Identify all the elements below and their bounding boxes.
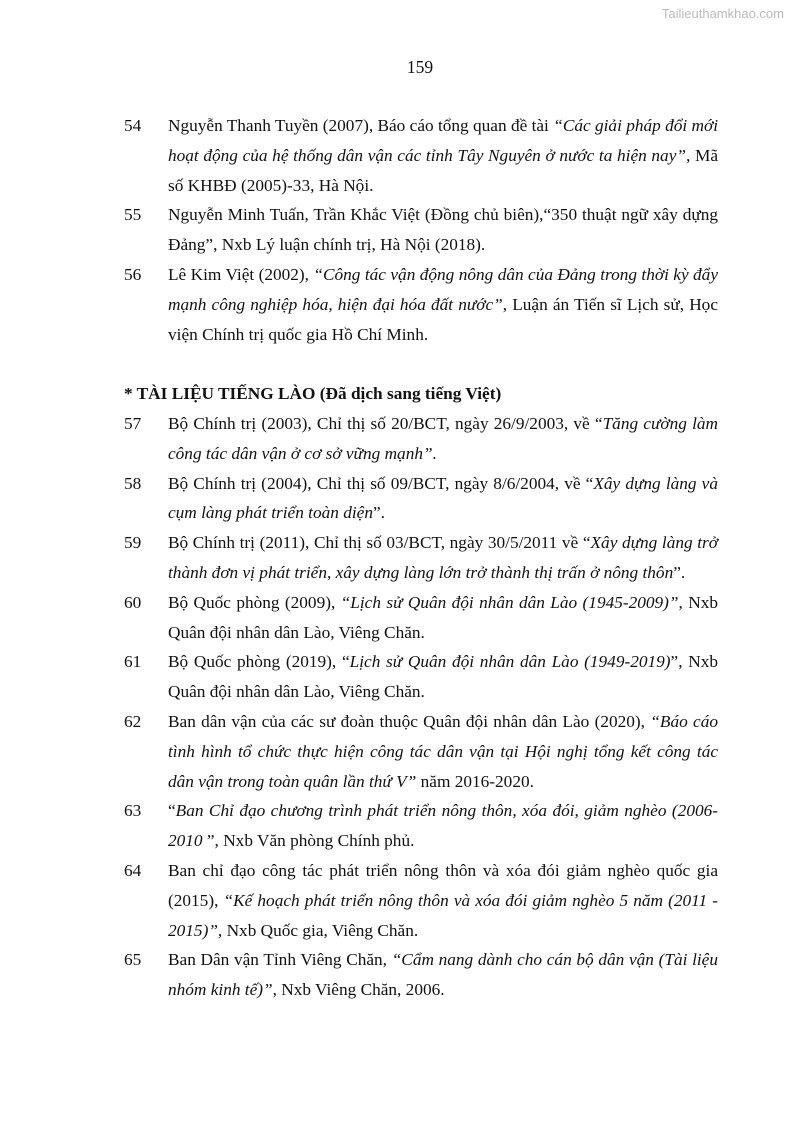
reference-text: Nguyễn Minh Tuấn, Trần Khắc Việt (Đồng chủ biên),“350 thuật ngữ xây dựng Đảng”, Nxb Lý luận chính trị, Hà Nội (2018). [168,205,718,255]
reference-number: 64 [124,860,142,880]
reference-text: , Nxb Viêng Chăn, 2006. [272,980,445,1000]
reference-text: Ban dân vận của các sư đoàn thuộc Quân đội nhân dân Lào (2020), [168,711,651,731]
reference-text: , Nxb Quân đội nhân dân Lào, Viêng Chăn. [168,592,718,642]
reference-entry [124,469,718,529]
references-vietnamese [124,111,718,349]
reference-text: năm 2016-2020. [416,771,534,791]
reference-title: “Công tác vận động nông dân của Đảng trong thời kỳ đẩy mạnh công nghiệp hóa, hiện đại hóa đất nước” [168,264,718,314]
reference-title: “Kế hoạch phát triển nông thôn và xóa đói giảm nghèo 5 năm (2011 - 2015)”, [168,890,718,940]
reference-text: , Mã số KHBĐ (2005)-33, Hà Nội. [168,145,718,195]
reference-text: Bộ Chính trị (2003), Chỉ thị số 20/BCT, ngày 26/9/2003, về “ [168,413,603,433]
reference-entry [124,200,718,260]
reference-title: “Báo cáo tình hình tổ chức thực hiện công tác dân vận tại Hội nghị tổng kết công tác dân vận trong toàn quân lần thứ V” [168,711,718,791]
reference-entry [124,856,718,945]
reference-entry [124,528,718,588]
reference-list [124,111,718,1005]
reference-text: Bộ Chính trị (2011), Chỉ thị số 03/BCT, ngày 30/5/2011 về “ [168,533,591,553]
reference-number: 54 [124,116,142,135]
reference-text: ”. [673,562,686,582]
reference-entry [124,409,718,469]
reference-text: Bộ Quốc phòng (2019), “ [168,652,350,672]
reference-text: , Luận án Tiến sĩ Lịch sử, Học viện Chính trị quốc gia Hồ Chí Minh. [168,294,718,344]
reference-text: Nxb Quốc gia, Viêng Chăn. [222,920,419,940]
reference-text: ”, Nxb Văn phòng Chính phủ. [202,831,415,851]
reference-text: Bộ Quốc phòng (2009), [168,592,341,612]
reference-title: Xây dựng làng và cụm làng phát triển toàn diện [168,473,718,523]
reference-title: “Các giải pháp đổi mới hoạt động của hệ thống dân vận các tỉnh Tây Nguyên ở nước ta hiện nay” [168,116,719,165]
reference-text: ”, Nxb Quân đội nhân dân Lào, Viêng Chăn. [168,652,718,702]
reference-number: 58 [124,473,142,493]
reference-title: Xây dựng làng trở thành đơn vị phát triển, xây dựng làng lớn trở thành thị trấn ở nông thôn [168,533,718,582]
watermark: Tailieuthamkhao.com [661,6,784,21]
reference-entry [124,588,718,648]
reference-text: Ban Dân vận Tỉnh Viêng Chăn, [168,950,392,970]
reference-number: 57 [124,413,142,433]
reference-title: “Cẩm nang dành cho cán bộ dân vận (Tài liệu nhóm kinh tế)” [168,950,718,1000]
reference-entry [124,111,718,200]
reference-number: 62 [124,711,142,731]
references-lao [124,409,718,1005]
reference-number: 61 [124,652,142,672]
reference-title: Ban Chỉ đạo chương trình phát triển nông thôn, xóa đói, giảm nghèo (2006-2010 [168,801,718,851]
reference-number: 63 [124,801,142,821]
reference-entry [124,945,718,1005]
reference-entry [124,260,718,349]
reference-text: Ban chỉ đạo công tác phát triển nông thôn và xóa đói giảm nghèo quốc gia (2015), [168,860,718,910]
reference-text: Bộ Chính trị (2004), Chỉ thị số 09/BCT, ngày 8/6/2004, về “ [168,473,594,493]
reference-entry [124,796,718,856]
reference-entry [124,707,718,796]
reference-number: 55 [124,205,142,225]
reference-number: 60 [124,592,142,612]
reference-title: “Lịch sử Quân đội nhân dân Lào (1945-2009)” [340,592,679,612]
reference-text: “ [168,801,176,821]
section-heading: * TÀI LIỆU TIẾNG LÀO (Đã dịch sang tiếng Việt) [124,384,502,404]
reference-text: ”. [372,503,385,523]
reference-number: 65 [124,950,142,970]
page-number: 159 [406,57,434,77]
reference-number: 59 [124,533,142,553]
reference-title: Tăng cường làm công tác dân vận ở cơ sở vững mạnh”. [168,413,718,463]
reference-text: Lê Kim Việt (2002), [168,264,314,284]
reference-number: 56 [124,264,142,284]
reference-title: Lịch sử Quân đội nhân dân Lào (1949-2019) [349,652,671,672]
reference-text: Nguyễn Thanh Tuyền (2007), Báo cáo tổng quan đề tài [168,116,554,135]
reference-entry [124,647,718,707]
